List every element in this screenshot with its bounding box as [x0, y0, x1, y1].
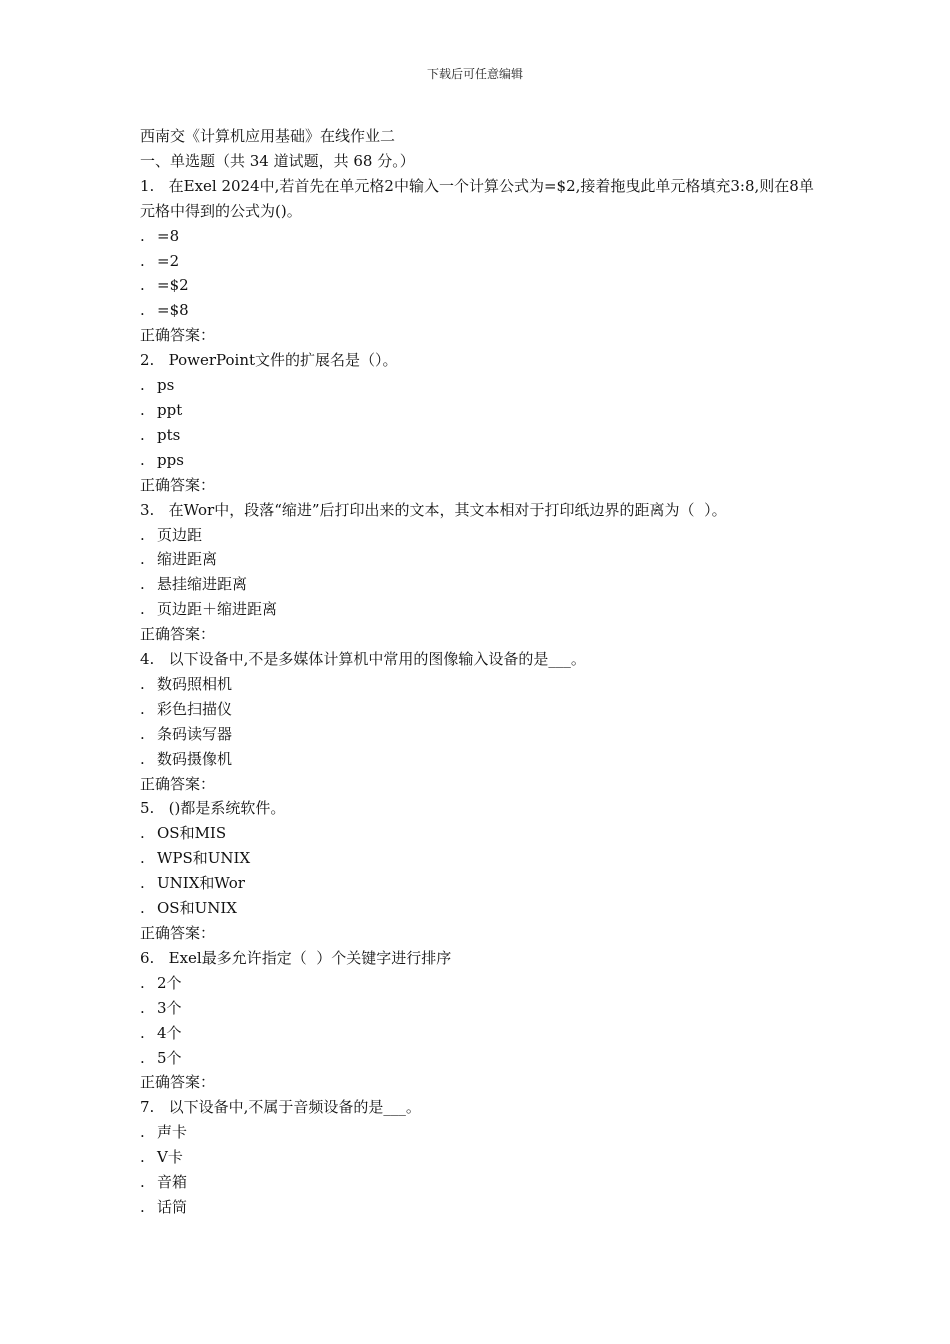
option-text: WPS和UNIX [157, 849, 251, 868]
option-d [140, 747, 820, 772]
option-marker: . [140, 674, 145, 693]
option-d [140, 896, 820, 921]
option-marker: . [140, 226, 145, 245]
option-text: 声卡 [157, 1123, 188, 1142]
option-text: 悬挂缩进距离 [157, 575, 248, 594]
option-marker: . [140, 425, 145, 444]
option-text: ps [157, 376, 175, 395]
option-marker: . [140, 600, 145, 619]
question-6 [140, 946, 820, 1095]
answer-label: 正确答案： [140, 924, 216, 942]
option-text: 3个 [157, 998, 182, 1017]
option-b [140, 996, 820, 1021]
option-a [140, 523, 820, 548]
option-text: 话筒 [157, 1197, 188, 1216]
option-b [140, 249, 820, 274]
option-text: 数码摄像机 [157, 749, 233, 768]
option-text: 2个 [157, 973, 182, 992]
option-marker: . [140, 400, 145, 419]
option-c [140, 423, 820, 448]
option-text: UNIX和Wor [157, 874, 245, 893]
option-text: 音箱 [157, 1173, 188, 1192]
option-marker: . [140, 749, 145, 768]
option-text: 页边距＋缩进距离 [157, 600, 278, 619]
question-7 [140, 1095, 820, 1220]
option-text: =$2 [157, 276, 189, 295]
option-text: V卡 [157, 1148, 183, 1167]
option-marker: . [140, 849, 145, 868]
option-marker: . [140, 450, 145, 469]
option-c [140, 1170, 820, 1195]
option-marker: . [140, 998, 145, 1017]
option-marker: . [140, 899, 145, 918]
question-text: 1. 在Exel 2024中,若首先在单元格2中输入一个计算公式为=$2,接着拖曳此单元格填充3:8,则在8单元格中得到的公式为()。 [140, 176, 814, 220]
option-d [140, 298, 820, 323]
option-marker: . [140, 1023, 145, 1042]
option-a [140, 1120, 820, 1145]
question-1 [140, 174, 820, 348]
question-text: 2. PowerPoint文件的扩展名是（）。 [140, 351, 398, 370]
option-a [140, 224, 820, 249]
option-c [140, 273, 820, 298]
document-body [140, 124, 820, 1220]
option-a [140, 971, 820, 996]
option-b [140, 697, 820, 722]
question-4 [140, 647, 820, 796]
question-text: 5. ()都是系统软件。 [140, 799, 286, 818]
question-text: 4. 以下设备中,不是多媒体计算机中常用的图像输入设备的是___。 [140, 650, 586, 669]
question-text: 7. 以下设备中,不属于音频设备的是___。 [140, 1098, 421, 1117]
document-title: 西南交《计算机应用基础》在线作业二 [140, 127, 396, 145]
option-marker: . [140, 1173, 145, 1192]
option-text: =2 [157, 251, 180, 270]
option-a [140, 373, 820, 398]
option-marker: . [140, 724, 145, 743]
option-text: pps [157, 450, 184, 469]
option-d [140, 1195, 820, 1220]
question-3 [140, 498, 820, 647]
question-5 [140, 796, 820, 945]
option-c [140, 722, 820, 747]
question-2 [140, 348, 820, 497]
option-text: 数码照相机 [157, 674, 233, 693]
option-marker: . [140, 376, 145, 395]
page-header-note: 下载后可任意编辑 [426, 67, 523, 81]
answer-label: 正确答案： [140, 625, 216, 644]
section-heading: 一、单选题（共 34 道试题，共 68 分。） [140, 151, 415, 170]
question-text: 6. Exel最多允许指定（ ）个关键字进行排序 [140, 948, 452, 967]
option-marker: . [140, 550, 145, 569]
option-marker: . [140, 1048, 145, 1067]
option-text: 5个 [157, 1048, 182, 1067]
option-text: 彩色扫描仪 [157, 699, 233, 718]
option-b [140, 547, 820, 572]
option-text: 条码读写器 [157, 724, 233, 743]
option-marker: . [140, 874, 145, 893]
option-marker: . [140, 824, 145, 843]
option-marker: . [140, 1148, 145, 1167]
option-text: 页边距 [157, 525, 203, 544]
option-marker: . [140, 276, 145, 295]
answer-label: 正确答案： [140, 1073, 216, 1092]
answer-label: 正确答案： [140, 326, 216, 345]
option-text: ppt [157, 400, 183, 419]
answer-label: 正确答案： [140, 774, 216, 793]
option-d [140, 597, 820, 622]
question-text: 3. 在Wor中，段落“缩进”后打印出来的文本，其文本相对于打印纸边界的距离为（ ）。 [140, 500, 727, 519]
option-c [140, 871, 820, 896]
option-d [140, 448, 820, 473]
option-marker: . [140, 525, 145, 544]
option-marker: . [140, 1197, 145, 1216]
option-b [140, 398, 820, 423]
option-marker: . [140, 973, 145, 992]
option-marker: . [140, 1123, 145, 1142]
option-text: 4个 [157, 1023, 182, 1042]
option-marker: . [140, 301, 145, 320]
option-a [140, 672, 820, 697]
option-d [140, 1046, 820, 1071]
option-text: =$8 [157, 301, 189, 320]
option-c [140, 1021, 820, 1046]
option-marker: . [140, 575, 145, 594]
option-text: OS和UNIX [157, 899, 237, 918]
answer-label: 正确答案： [140, 475, 216, 494]
option-a [140, 821, 820, 846]
option-text: =8 [157, 226, 180, 245]
option-c [140, 572, 820, 597]
option-text: OS和MIS [157, 824, 227, 843]
option-text: pts [157, 425, 181, 444]
option-marker: . [140, 251, 145, 270]
option-marker: . [140, 699, 145, 718]
option-b [140, 1145, 820, 1170]
option-text: 缩进距离 [157, 550, 218, 569]
option-b [140, 846, 820, 871]
